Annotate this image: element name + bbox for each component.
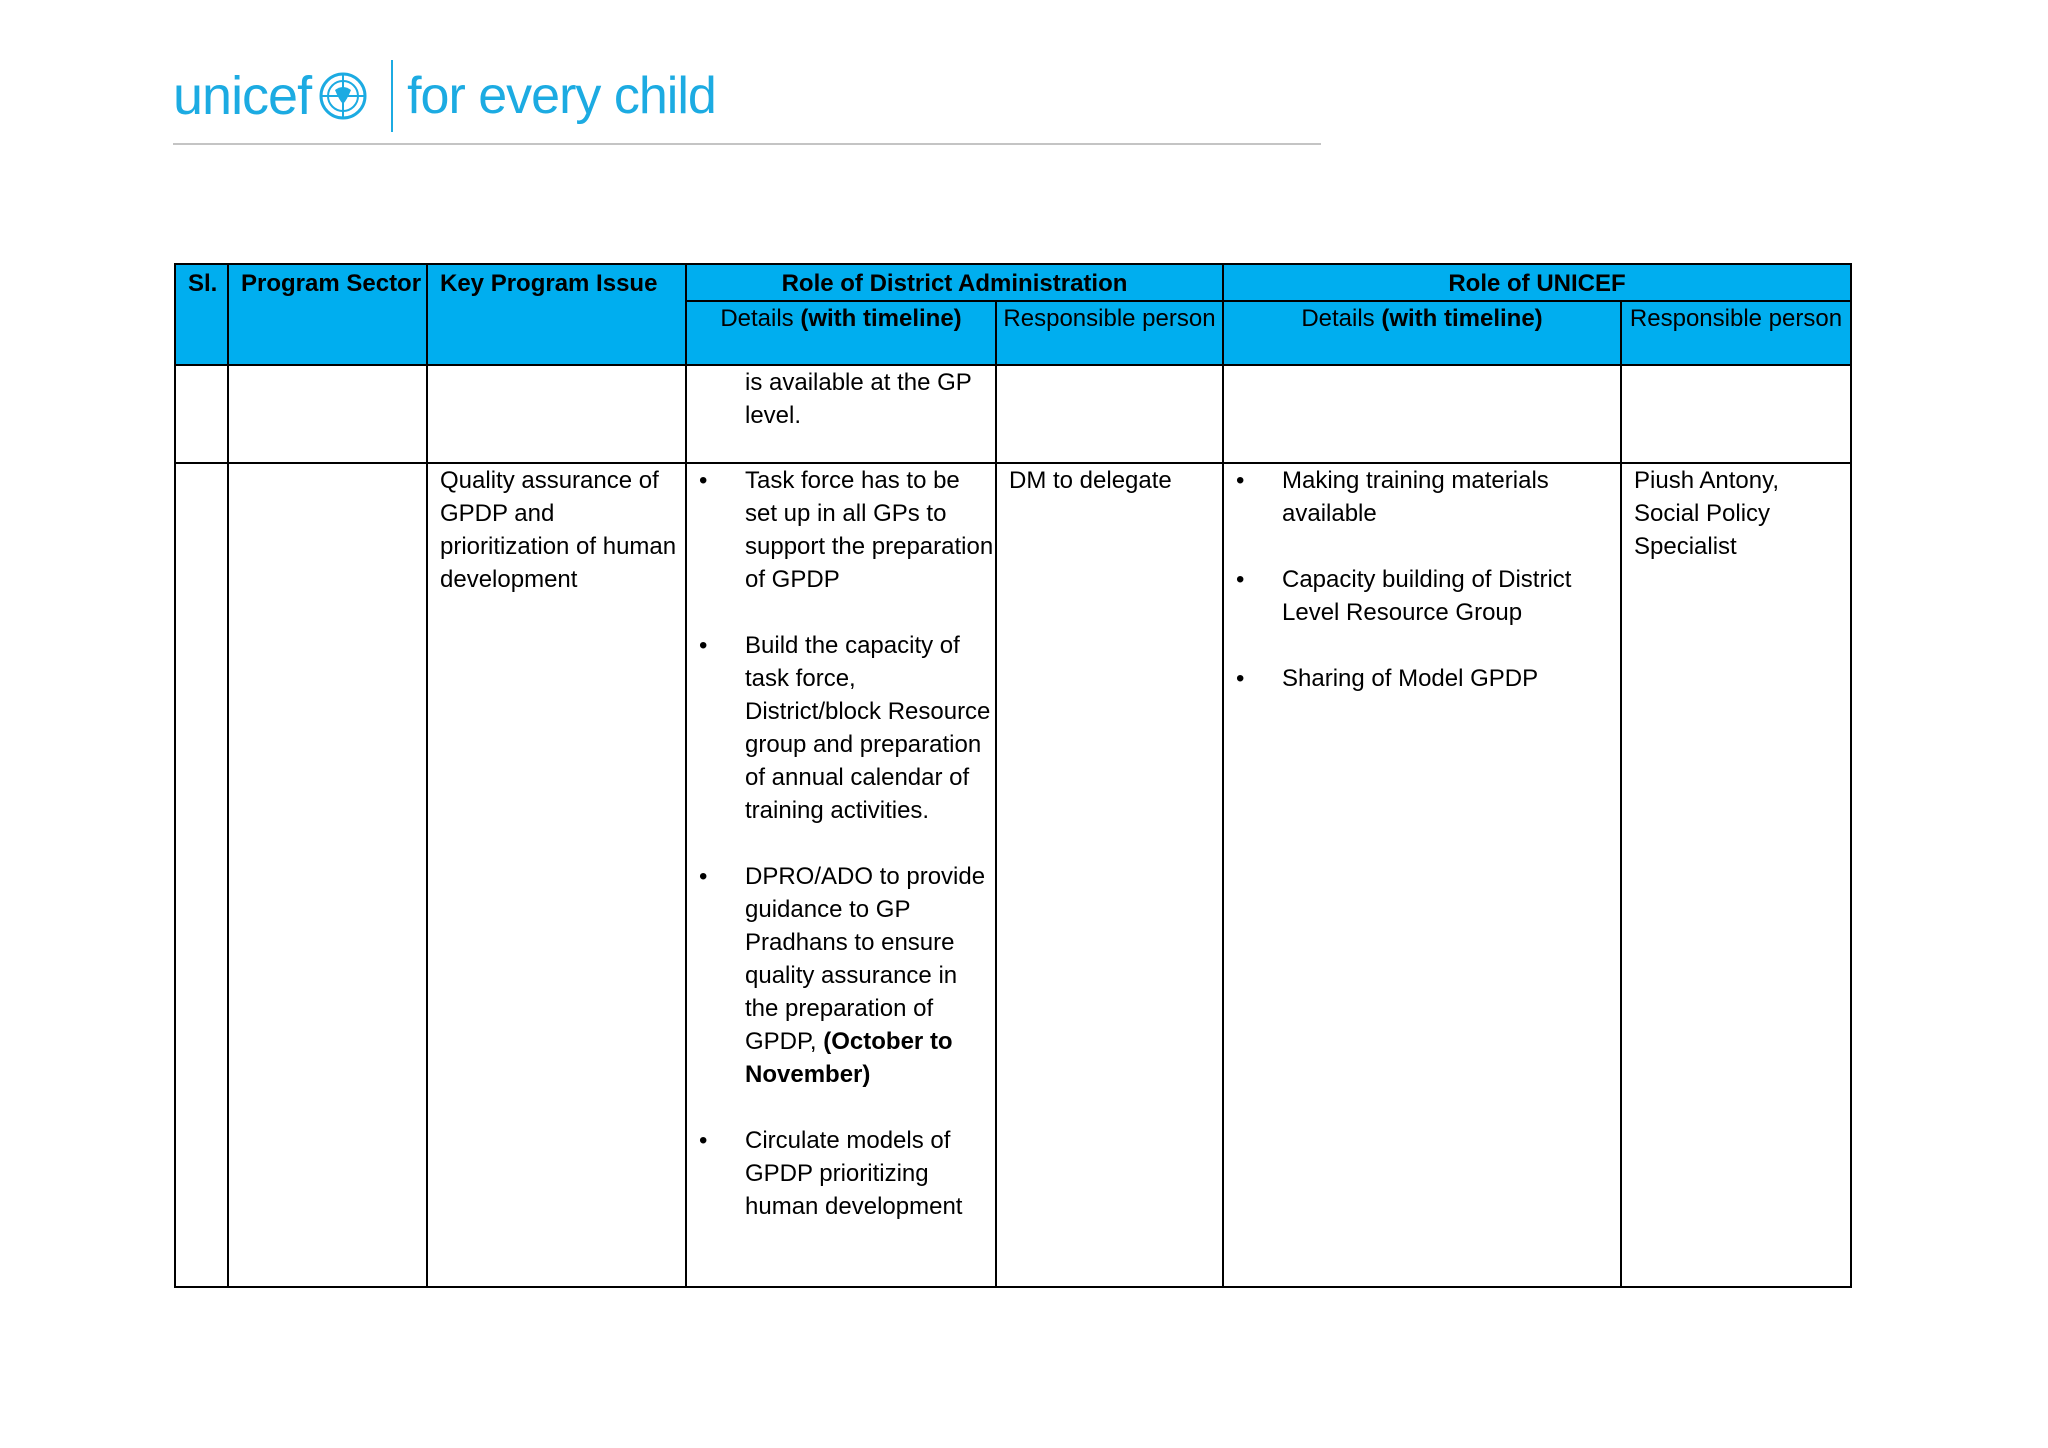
- cell-key-issue: Quality assurance of GPDP and prioritization of human development: [427, 463, 686, 1287]
- header-divider: [173, 143, 1321, 145]
- list-item: • DPRO/ADO to provide guidance to GP Pradhans to ensure quality assurance in the preparation of GPDP, (October to November): [699, 860, 995, 1091]
- unicef-details-list: [1236, 464, 1620, 695]
- cell-program-sector: [228, 365, 427, 463]
- header-unicef-responsible: Responsible person: [1621, 301, 1851, 365]
- list-item: • Build the capacity of task force, District/block Resource group and preparation of annual calendar of training activities.: [699, 629, 995, 827]
- cell-unicef-details: [1223, 463, 1621, 1287]
- cell-district-details: is available at the GP level.: [686, 365, 996, 463]
- cell-district-responsible: DM to delegate: [996, 463, 1223, 1287]
- cell-district-details: [686, 463, 996, 1287]
- header-role-district-administration: Role of District Administration: [686, 264, 1223, 301]
- logo-separator: [391, 60, 393, 132]
- cell-program-sector: [228, 463, 427, 1287]
- table-row: [175, 463, 1851, 1287]
- cell-unicef-responsible: [1621, 365, 1851, 463]
- header-sl: Sl.: [175, 264, 228, 365]
- header-program-sector: Program Sector: [228, 264, 427, 365]
- logo-tagline: for every child: [407, 67, 716, 125]
- cell-unicef-responsible: Piush Antony, Social Policy Specialist: [1621, 463, 1851, 1287]
- header-unicef-details: Details (with timeline): [1223, 301, 1621, 365]
- cell-district-responsible: [996, 365, 1223, 463]
- table-row: [175, 365, 1851, 463]
- cell-key-issue: [427, 365, 686, 463]
- cell-unicef-details: [1223, 365, 1621, 463]
- header-district-details: Details (with timeline): [686, 301, 996, 365]
- un-emblem-icon: [317, 70, 369, 122]
- cell-sl: [175, 365, 228, 463]
- cell-sl: [175, 463, 228, 1287]
- list-item: • Circulate models of GPDP prioritizing human development: [699, 1124, 995, 1223]
- list-item: • Making training materials available: [1236, 464, 1620, 530]
- header-district-responsible: Responsible person: [996, 301, 1223, 365]
- header-role-unicef: Role of UNICEF: [1223, 264, 1851, 301]
- header-key-program-issue: Key Program Issue: [427, 264, 686, 365]
- logo-wordmark: unicef: [173, 66, 312, 126]
- program-table: [174, 263, 1852, 1288]
- unicef-logo: [173, 56, 716, 136]
- list-item: • Capacity building of District Level Resource Group: [1236, 563, 1620, 629]
- list-item: • Task force has to be set up in all GPs to support the preparation of GPDP: [699, 464, 995, 596]
- list-item: • Sharing of Model GPDP: [1236, 662, 1620, 695]
- district-details-list: [699, 464, 995, 1223]
